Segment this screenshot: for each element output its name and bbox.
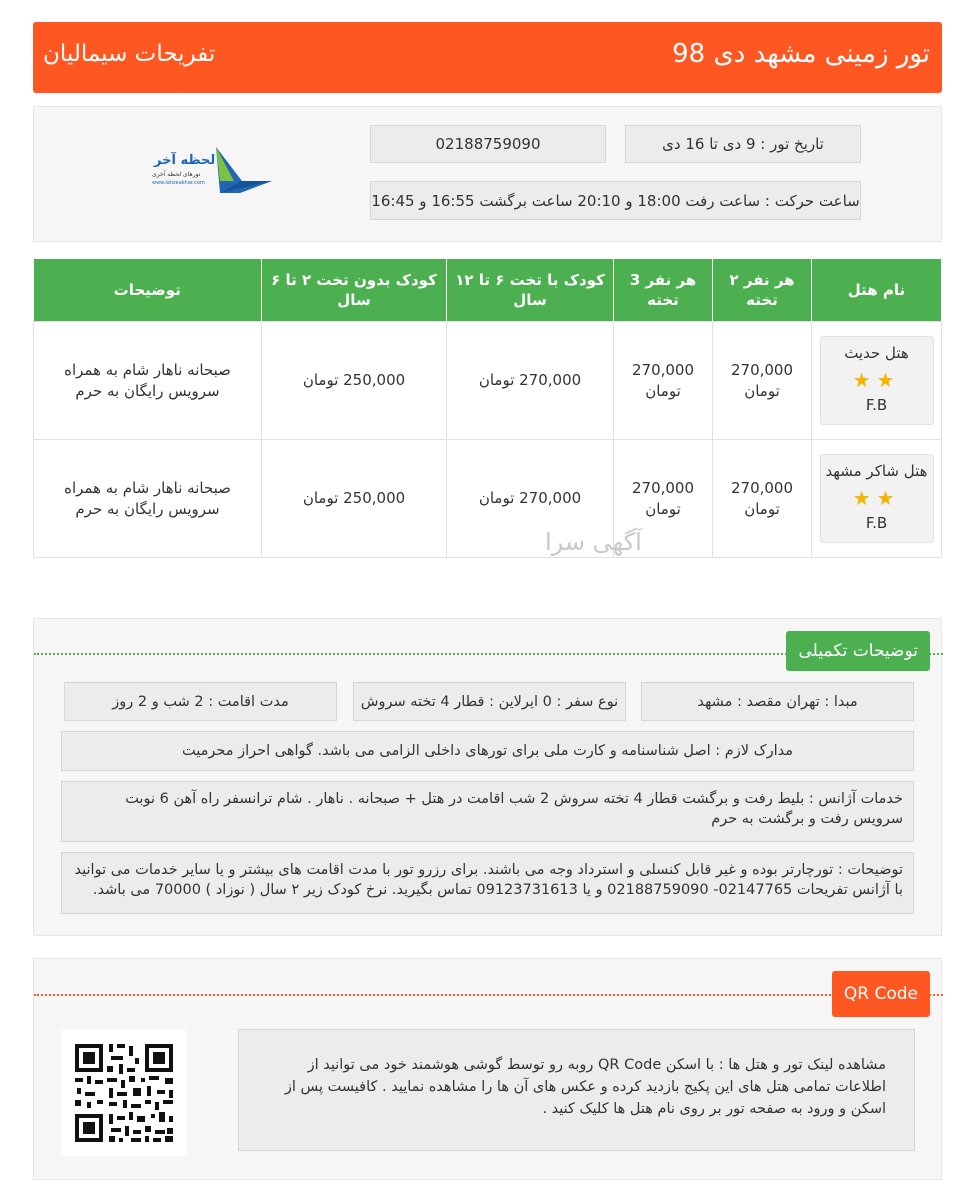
watermark: آگهی سرا — [545, 528, 642, 556]
qr-code-badge: QR Code — [832, 971, 930, 1017]
tour-notes: توضیحات : تورچارتر بوده و غیر قابل کنسلی و استرداد وجه می باشند. برای رزرو تور با مدت اقامت های بیشتر و یا سایر خدمات می توانید با آژانس تفریحات 02147765- 02188759090 و یا 09123731613 تماس بگیرید. نرخ کودک زیر ۲ سال ( نوزاد ) 70000 می باشد. — [61, 852, 914, 914]
agency-services: خدمات آژانس : بلیط رفت و برگشت قطار 4 تخته سروش 2 شب اقامت در هتل + صبحانه . ناهار . شام ترانسفر راه آهن 6 نوبت سرویس رفت و برگشت به حرم — [61, 781, 914, 842]
header-description: توضیحات — [34, 259, 262, 322]
agency-logo[interactable] — [150, 141, 276, 199]
plane-logo-icon — [150, 141, 276, 199]
qr-code-description: مشاهده لینک تور و هتل ها : با اسکن QR Code روبه رو توسط گوشی هوشمند خود می توانید از اطلاعات تمامی هتل های این پکیج بازدید کرده و عکس های آن ها را مشاهده نمایید . کافیست پس از اسکن و ورود به صفحه تور بر روی نام هتل ها کلیک کنید . — [238, 1029, 915, 1151]
qr-code-icon — [61, 1030, 187, 1156]
header-triple: هر نفر 3 تخته — [614, 259, 713, 322]
board-type: F.B — [865, 396, 888, 414]
section-divider — [34, 994, 943, 996]
header-child-bed: کودک با تخت ۶ تا ۱۲ سال — [447, 259, 614, 322]
row-description: صبحانه ناهار شام به همراه سرویس رایگان به حرم — [34, 440, 262, 558]
hotels-table — [33, 259, 942, 558]
header-hotel: نام هتل — [812, 259, 942, 322]
qr-code-image[interactable] — [61, 1030, 187, 1156]
price-child-nobed: 250,000 تومان — [262, 440, 447, 558]
logo-subtext: تورهای لحظه آخری — [152, 171, 201, 178]
required-documents: مدارک لازم : اصل شناسنامه و کارت ملی برای تورهای داخلی الزامی می باشد. گواهی احراز محرمیت — [61, 731, 914, 771]
logo-url: www.lahzeakhar.com — [152, 180, 205, 186]
travel-type: نوع سفر : 0 ایرلاین : قطار 4 تخته سروش — [353, 682, 626, 721]
tour-date: تاریخ تور : 9 دی تا 16 دی — [625, 125, 861, 163]
hotel-card[interactable] — [820, 336, 934, 425]
logo-text: لحظه آخر — [154, 153, 216, 168]
price-double: 270,000 تومان — [713, 440, 812, 558]
header-child-nobed: کودک بدون تخت ۲ تا ۶ سال — [262, 259, 447, 322]
price-double: 270,000 تومان — [713, 322, 812, 440]
stay-duration: مدت اقامت : 2 شب و 2 روز — [64, 682, 337, 721]
hotel-card[interactable] — [820, 454, 934, 543]
table-row — [34, 322, 942, 440]
page-title: تور زمینی مشهد دی 98 — [672, 39, 930, 69]
extra-details-badge: توضیحات تکمیلی — [786, 631, 930, 671]
table-row — [34, 440, 942, 558]
qr-code-panel — [33, 958, 942, 1180]
price-triple: 270,000 تومان — [614, 440, 713, 558]
row-description: صبحانه ناهار شام به همراه سرویس رایگان به حرم — [34, 322, 262, 440]
star-rating-icon: ★★ — [852, 368, 901, 392]
board-type: F.B — [865, 514, 888, 532]
tour-info-panel — [33, 106, 942, 242]
hotel-cell — [812, 322, 942, 440]
phone-number[interactable]: 02188759090 — [370, 125, 606, 163]
star-rating-icon: ★★ — [852, 486, 901, 510]
table-header-row — [34, 259, 942, 322]
price-child-bed: 270,000 تومان — [447, 322, 614, 440]
origin-destination: مبدا : تهران مقصد : مشهد — [641, 682, 914, 721]
hotel-name[interactable]: هتل شاکر مشهد — [825, 462, 928, 480]
price-triple: 270,000 تومان — [614, 322, 713, 440]
extra-details-panel — [33, 618, 942, 936]
hotel-cell — [812, 440, 942, 558]
agency-name[interactable]: تفریحات سیمالیان — [43, 41, 216, 67]
departure-times: ساعت حرکت : ساعت رفت 18:00 و 20:10 ساعت برگشت 16:55 و 16:45 — [370, 181, 861, 220]
hotel-name[interactable]: هتل حدیث — [844, 344, 909, 362]
price-child-nobed: 250,000 تومان — [262, 322, 447, 440]
price-child-bed: 270,000 تومان — [447, 440, 614, 558]
header-double: هر نفر ۲ تخته — [713, 259, 812, 322]
page-header — [33, 22, 942, 93]
